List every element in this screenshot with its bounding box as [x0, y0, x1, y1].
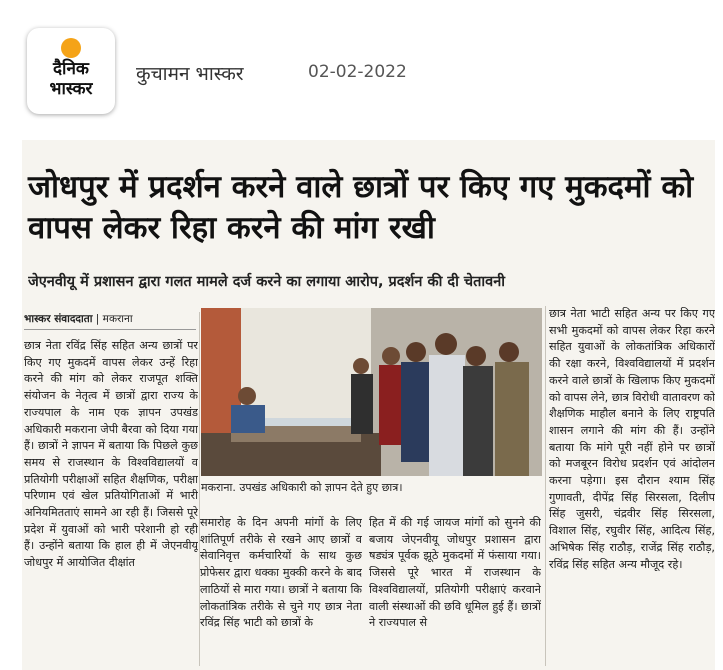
page-header	[0, 0, 723, 122]
sun-icon	[61, 38, 81, 58]
column-divider	[545, 306, 546, 666]
article-column-1: छात्र नेता रविंद्र सिंह सहित अन्य छात्रों पर किए गए मुकदमें वापस लेकर उन्हें रिहा करने की मांग को लेकर राजपूत शक्ति संयोजन के नेतृत्व में छात्रों द्वारा राज्य के राज्यपाल के नाम एक ज्ञापन उपखंड अधिकारी मकराना जेपी बैरवा को दिया गया हैं। छात्रों ने ज्ञापन में बताया कि पिछले कुछ समय से राजस्थान के विश्वविद्यालयों व प्रतियोगी परीक्षाओं सहित शैक्षणिक, परीक्षा परिणाम एवं खेल प्रतियोगिताओं में भारी अनियमितताएं सामने आ रही हैं। जिससे पूरे प्रदेश में युवाओं को भारी परेशानी हो रही हैं। उन्होंने बताया कि हाल ही में जेएनवीयू जोधपुर में आयोजित दीक्षांत	[24, 339, 198, 570]
article-headline: जोधपुर में प्रदर्शन करने वाले छात्रों पर किए गए मुकदमों को वापस लेकर रिहा करने की मांग रखी	[28, 169, 694, 246]
photo-illustration	[201, 308, 542, 476]
article-column-3: हित में की गई जायज मांगों को सुनने की बजाय जेएनवीयू जोधपुर प्रशासन द्वारा षड्यंत्र पूर्वक झूठे मुकदमों में फंसाया गया। जिससे पूरे भारत में राजस्थान के विश्वविद्यालयों, प्रतियोगी परीक्षाएं करवाने वाली संस्थाओं की छवि धूमिल हुई हैं। छात्रों ने राज्यपाल से	[369, 516, 541, 630]
article-column-4: छात्र नेता भाटी सहित अन्य पर किए गए सभी मुकदमों को वापस लेकर रिहा करने सहित युवाओं के लोकतांत्रिक अधिकारों की रक्षा करने, विश्वविद्यालयों में प्रदर्शन करने वाले छात्रों के खिलाफ किए मुकदमों को वापस लेने, छात्र विरोधी वातावरण को शैक्षणिक माहौल बनाने के लिए राष्ट्रपति शासन लगाने की मांग की हैं। उन्होंने बताया कि मांगे पूरी नहीं होने पर छात्रों को मजबूरन विरोध प्रदर्शन एवं आंदोलन करना पड़ेगा। इस दौरान श्याम सिंह गुणावती, दीपेंद्र सिंह सिरसला, दिलीप सिंह जुसरी, चंद्रवीर सिंह सिरसला, विशाल सिंह, रघुवीर सिंह, आदित्य सिंह, अभिषेक सिंह राठौड़, राजेंद्र सिंह राठौड़, रविंद्र सिंह सहित अन्य मौजूद रहे।	[549, 307, 715, 571]
byline-separator: |	[95, 313, 100, 325]
byline-place: मकराना	[102, 313, 133, 325]
logo-line-1: दैनिक	[53, 59, 89, 79]
edition-name: कुचामन भास्कर	[136, 63, 244, 85]
photo-caption: मकराना. उपखंड अधिकारी को ज्ञापन देते हुए छात्र।	[201, 481, 403, 494]
article-subheadline: जेएनवीयू में प्रशासन द्वारा गलत मामले दर्ज करने का लगाया आरोप, प्रदर्शन की दी चेतावनी	[28, 274, 506, 290]
byline-source: भास्कर संवाददाता	[24, 313, 93, 325]
column-divider	[199, 312, 200, 666]
article-column-2: समारोह के दिन अपनी मांगों के लिए शांतिपूर्ण तरीके से रखने आए छात्रों व सेवानिवृत्त कर्मचारियों के साथ कुछ प्रोफेसर द्वारा धक्का मुक्की करने के बाद लाठियों से मारा गया। छात्रों ने बताया कि लोकतांत्रिक तरीके से चुने गए छात्र नेता रविंद्र सिंह भाटी को छात्रों के	[200, 516, 362, 630]
byline	[24, 312, 196, 330]
news-photo	[201, 308, 542, 476]
publication-date: 02-02-2022	[308, 62, 407, 82]
dainik-bhaskar-logo	[27, 28, 115, 114]
logo-line-2: भास्कर	[49, 79, 93, 99]
